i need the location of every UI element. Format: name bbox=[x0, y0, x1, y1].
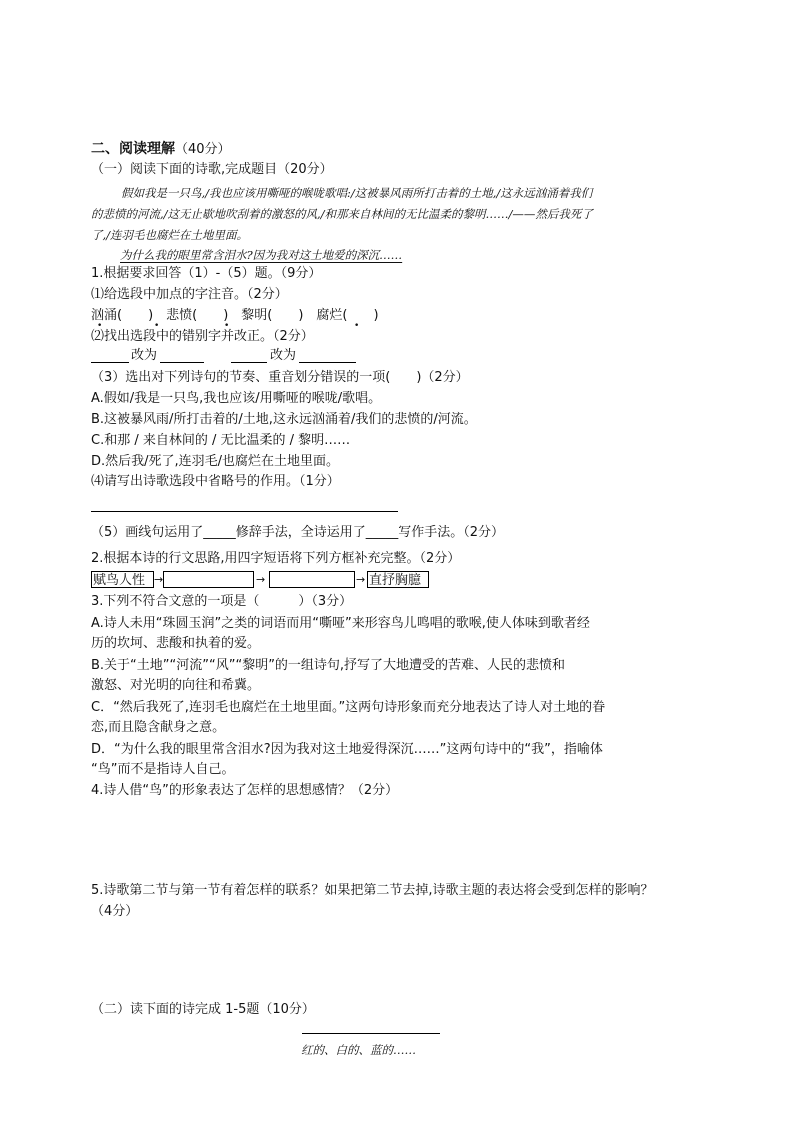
q3-option-d-line2: “鸟”而不是指诗人自己。 bbox=[91, 762, 235, 777]
q3-option-a-line1: A.诗人未用“珠圆玉润”之类的词语而用“嘶哑”来形容鸟儿鸣唱的歌喉,使人体味到歌者经 bbox=[91, 616, 590, 631]
poem-title-blank[interactable] bbox=[302, 1033, 440, 1034]
blank-line[interactable] bbox=[160, 362, 204, 363]
flow-box-start: 赋鸟人性 bbox=[91, 571, 154, 588]
section-title: 二、阅读理解 bbox=[91, 141, 175, 157]
poem-line-2: 的悲愤的河流,/这无止歇地吹刮着的激怒的风,/和那来自林间的无比温柔的黎明……/——然后我死了 bbox=[91, 207, 593, 221]
q3-option-b-line1: B.关于“土地”“河流”“风”“黎明”的一组诗句,抒写了大地遭受的苦难、人民的悲愤和 bbox=[91, 658, 566, 673]
poem-line-3: 了,/连羽毛也腐烂在土地里面。 bbox=[91, 228, 249, 242]
section-heading bbox=[91, 140, 231, 159]
poem-line-1: 假如我是一只鸟,/我也应该用嘶哑的喉咙歌唱:/这被暴风雨所打击着的土地,/这永远汹涌着我们 bbox=[121, 186, 593, 200]
q3-option-c-line2: 恋,而且隐含献身之意。 bbox=[91, 720, 226, 735]
q4-title: 4.诗人借“鸟”的形象表达了怎样的思想感情？（2分） bbox=[91, 783, 399, 798]
section-points: （40分） bbox=[175, 142, 231, 157]
blank-line[interactable] bbox=[91, 362, 129, 363]
q1-option-b: B.这被暴风雨/所打击着的/土地,这永远汹涌着/我们的悲愤的/河流。 bbox=[91, 412, 477, 427]
emphasis-dot-icon: • bbox=[97, 321, 103, 331]
q3-option-d-line1: D．“为什么我的眼里常含泪水?因为我对这土地爱得深沉……”这两句诗中的“我”，指喻体 bbox=[91, 742, 603, 757]
part1-title: （一）阅读下面的诗歌,完成题目（20分） bbox=[91, 162, 333, 177]
blank-line[interactable] bbox=[299, 362, 356, 363]
flow-box-blank-2[interactable] bbox=[269, 571, 355, 588]
q1-pinyin-words: 汹涌( ) 悲愤( ) 黎明( ) 腐烂( ) bbox=[91, 308, 379, 323]
flow-box-blank-1[interactable] bbox=[163, 571, 254, 588]
q1-sub2: ⑵找出选段中的错别字并改正。（2分） bbox=[91, 329, 314, 344]
arrow-right-icon: → bbox=[356, 573, 366, 586]
arrow-right-icon: → bbox=[256, 573, 266, 586]
q3-title: 3.下列不符合文意的一项是（ ）（3分） bbox=[91, 594, 353, 609]
answer-line[interactable] bbox=[91, 511, 398, 512]
blank-line[interactable] bbox=[231, 362, 267, 363]
q3-option-c-line1: C．“然后我死了,连羽毛也腐烂在土地里面。”这两句诗形象而充分地表达了诗人对土地的眷 bbox=[91, 700, 606, 715]
emphasis-dot-icon: • bbox=[354, 321, 360, 331]
part2-title: （二）读下面的诗完成 1-5题（10分） bbox=[91, 1002, 315, 1017]
q3-option-b-line2: 激怒、对光明的向往和希冀。 bbox=[91, 678, 261, 693]
q2-title: 2.根据本诗的行文思路,用四字短语将下列方框补充完整。（2分） bbox=[91, 551, 461, 566]
q1-sub5: （5）画线句运用了_____修辞手法，全诗运用了_____写作手法。（2分） bbox=[91, 525, 505, 540]
q1-option-d: D.然后我/死了,连羽毛/也腐烂在土地里面。 bbox=[91, 454, 340, 469]
poem-line-4-underlined: 为什么我的眼里常含泪水?因为我对这土地爱的深沉…… bbox=[120, 248, 403, 262]
q1-sub4: ⑷请写出诗歌选段中省略号的作用。（1分） bbox=[91, 474, 340, 489]
q1-option-a: A.假如/我是一只鸟,我也应该/用嘶哑的喉咙/歌唱。 bbox=[91, 391, 382, 406]
q5-line2: （4分） bbox=[91, 904, 139, 919]
q1-sub3: （3）选出对下列诗句的节奏、重音划分错误的一项( )（2分） bbox=[91, 370, 469, 385]
flow-box-end: 直抒胸臆 bbox=[367, 571, 429, 588]
q3-option-a-line2: 历的坎坷、悲酸和执着的爱。 bbox=[91, 636, 261, 651]
q1-option-c: C.和那 / 来自林间的 / 无比温柔的 / 黎明…… bbox=[91, 433, 351, 448]
q1-title: 1.根据要求回答（1）-（5）题。（9分） bbox=[91, 266, 322, 281]
poem2-line1: 红的、白的、蓝的…… bbox=[301, 1043, 416, 1057]
arrow-right-icon: → bbox=[154, 573, 164, 586]
q1-sub1: ⑴给选段中加点的字注音。（2分） bbox=[91, 287, 288, 302]
emphasis-dot-icon: • bbox=[154, 321, 160, 331]
emphasis-dot-icon: • bbox=[224, 321, 230, 331]
q5-line1: 5.诗歌第二节与第一节有着怎样的联系？如果把第二节去掉,诗歌主题的表达将会受到怎样的影响？ bbox=[91, 883, 654, 898]
fix2-label: 改为 bbox=[270, 348, 297, 363]
fix1-label: 改为 bbox=[131, 348, 158, 363]
